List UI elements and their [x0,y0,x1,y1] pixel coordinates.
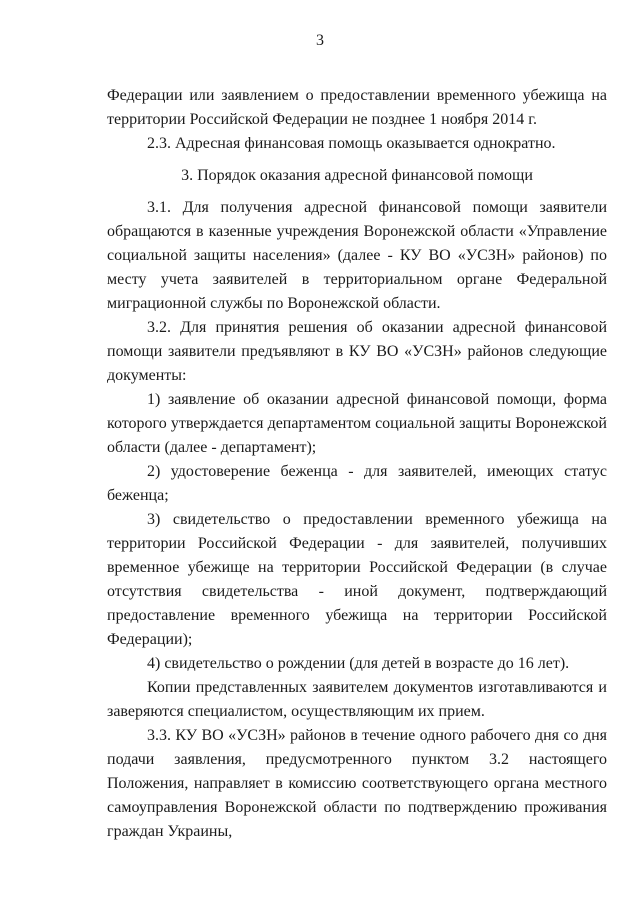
list-item: 2) удостоверение беженца - для заявителей, имеющих статус беженца; [107,463,607,504]
section-heading: 3. Порядок оказания адресной финансовой помощи [181,167,533,184]
list-item: 3) свидетельство о предоставлении временного убежища на территории Российской Федерации - для заявителей, получивших временное убежище на территории Российской Федерации (в случае отсутствия свидетельства - иной документ, подтверждающий предоставление временного убежища на территории Российской Федерации); [107,511,607,648]
paragraph: 2.3. Адресная финансовая помощь оказывается однократно. [147,135,556,152]
paragraph: Копии представленных заявителем документов изготавливаются и заверяются специалистом, осуществляющим их прием. [107,679,607,720]
list-item: 4) свидетельство о рождении (для детей в возрасте до 16 лет). [147,655,570,672]
paragraph: 3.3. КУ ВО «УСЗН» районов в течение одного рабочего дня со дня подачи заявления, предусмотренного пунктом 3.2 настоящего Положения, направляет в комиссию соответствующего органа местного самоуправления Воронежской области по подтверждению проживания граждан Украины, [107,727,607,840]
document-body [107,84,607,844]
paragraph: Федерации или заявлением о предоставлении временного убежища на территории Российской Федерации не позднее 1 ноября 2014 г. [107,87,607,128]
spacer [107,156,607,164]
spacer [107,188,607,196]
page-number: 3 [316,32,324,49]
paragraph: 3.2. Для принятия решения об оказании адресной финансовой помощи заявители предъявляют в КУ ВО «УСЗН» районов следующие документы: [107,319,607,384]
list-item: 1) заявление об оказании адресной финансовой помощи, форма которого утверждается департаментом социальной защиты Воронежской области (далее - департамент); [107,391,607,456]
paragraph: 3.1. Для получения адресной финансовой помощи заявители обращаются в казенные учреждения Воронежской области «Управление социальной защиты населения» (далее - КУ ВО «УСЗН» районов) по месту учета заявителей в территориальном органе Федеральной миграционной службы по Воронежской области. [107,199,607,312]
